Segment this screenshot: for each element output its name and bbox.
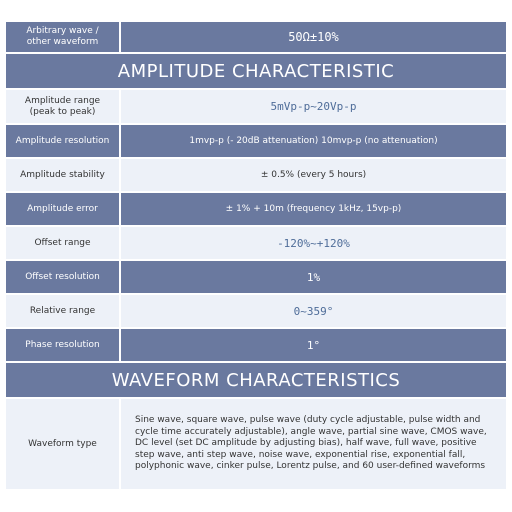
row-label: Offset range [6,227,119,259]
row-value: Sine wave, square wave, pulse wave (duty cycle adjustable, pulse width and cycle time accurately adjustable), angle wave, partial sine wave, CMOS wave, DC level (set DC amplitude by adjusting bias), half wave, full wave, positive step wave, anti step wave, noise wave, exponential rise, exponential fall, polyphonic wave, cinker pulse, Lorentz pulse, and 60 user-defined waveforms [121,399,506,489]
row-label: Arbitrary wave / other waveform [6,22,119,52]
row-value: 1° [121,329,506,361]
row-label: Relative range [6,295,119,327]
row-value: 1mvp-p (- 20dB attenuation) 10mvp-p (no attenuation) [121,125,506,157]
spec-row-offset-resolution [6,261,506,293]
row-value: 0~359° [121,295,506,327]
row-value: ± 1% + 10m (frequency 1kHz, 15vp-p) [121,193,506,225]
row-value: 1% [121,261,506,293]
row-label: Amplitude resolution [6,125,119,157]
spec-table [6,22,506,489]
spec-row-amplitude-range [6,90,506,123]
spec-row-waveform-type [6,399,506,489]
row-value: 50Ω±10% [121,22,506,52]
row-label: Amplitude range (peak to peak) [6,90,119,123]
row-label: Amplitude error [6,193,119,225]
row-label: Phase resolution [6,329,119,361]
spec-row-amplitude-error [6,193,506,225]
spec-row-relative-range [6,295,506,327]
row-value: 5mVp-p~20Vp-p [121,90,506,123]
spec-row-phase-resolution [6,329,506,361]
spec-row-amplitude-resolution [6,125,506,157]
row-value: -120%~+120% [121,227,506,259]
row-label: Waveform type [6,399,119,489]
row-value: ± 0.5% (every 5 hours) [121,159,506,191]
section-header-amplitude: AMPLITUDE CHARACTERISTIC [6,54,506,88]
spec-row-offset-range [6,227,506,259]
spec-row-amplitude-stability [6,159,506,191]
row-label: Amplitude stability [6,159,119,191]
section-header-waveform: WAVEFORM CHARACTERISTICS [6,363,506,397]
row-label: Offset resolution [6,261,119,293]
spec-row-arbitrary-wave [6,22,506,52]
